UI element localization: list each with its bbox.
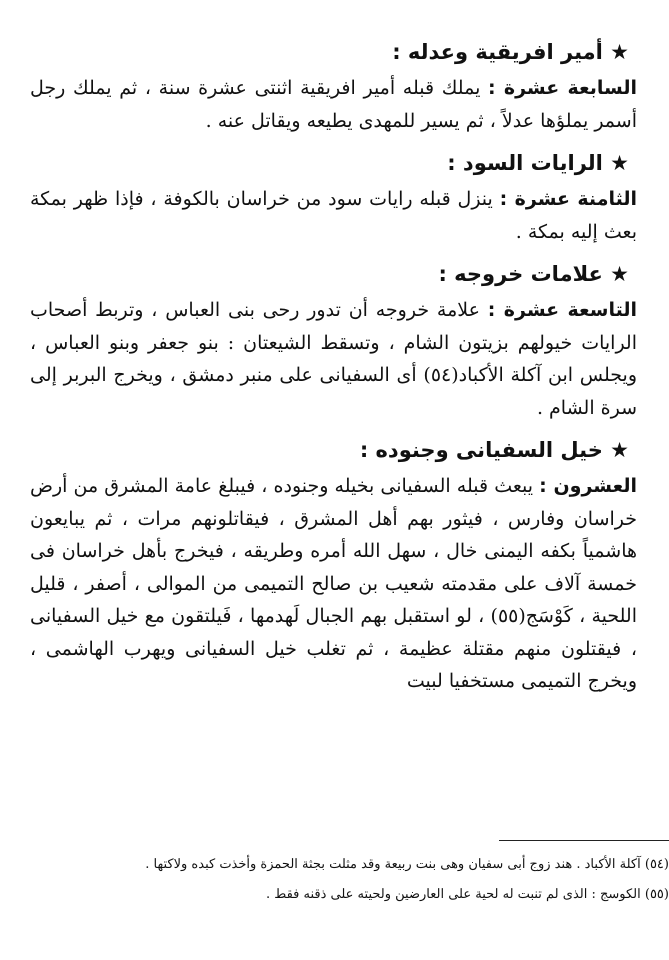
paragraph-text: يبعث قبله السفيانى بخيله وجنوده ، فيبلغ عامة المشرق من أرض خراسان وفارس ، فيثور بهم أهل المشرق ، فيقاتلونهم مرات ، ثم يبايعون هاشمياً بكفه اليمنى خال ، سهل الله أمره وطريقه ، فيخرج بأهل خراسان فى خمسة آلاف على مقدمته شعيب بن صالح التميمى من الموالى ، أصفر ، قليل اللحية ، كَوْسَج(٥٥) ، لو استقبل بهم الجبال لَهدمها ، فَيلتقون مع خيل السفيانى ، فيقتلون منهم مقتلة عظيمة ، ثم تغلب خيل السفيانى ويهرب الهاشمى ، ويخرج التميمى مستخفيا لبيت xyxy=(30,475,637,692)
footnotes xyxy=(0,850,669,910)
section-heading: ★ خيل السفيانى وجنوده : xyxy=(359,438,629,462)
paragraph-text: ينزل قبله رايات سود من خراسان بالكوفة ، فإذا ظهر بمكة بعث إليه بمكة . xyxy=(30,188,637,243)
book-page xyxy=(30,32,637,960)
section-amir-africa xyxy=(30,32,637,137)
section-black-banners xyxy=(30,143,637,248)
footnote-54: (٥٤) آكلة الأكباد . هند زوج أبى سفيان وهى بنت ربيعة وقد مثلت بجثة الحمزة وأخذت كبده ولاكتها . xyxy=(145,857,669,872)
section-sufyani-army xyxy=(30,430,637,698)
section-paragraph xyxy=(30,470,637,698)
section-heading: ★ علامات خروجه : xyxy=(438,262,629,286)
paragraph-label: السابعة عشرة : xyxy=(488,77,637,99)
paragraph-text: علامة خروجه أن تدور رحى بنى العباس ، وتربط أصحاب الرايات خيولهم بزيتون الشام ، وتسقط الشيعتان : بنو جعفر وبنو العباس ، ويجلس ابن آكلة الأكباد(٥٤) أى السفيانى على منبر دمشق ، ويخرج البربر إلى سرة الشام . xyxy=(30,299,637,419)
section-heading: ★ الرايات السود : xyxy=(447,151,629,175)
section-paragraph xyxy=(30,72,637,137)
section-heading: ★ أمير افريقية وعدله : xyxy=(392,40,629,64)
paragraph-label: العشرون : xyxy=(539,475,637,497)
section-signs-of-emergence xyxy=(30,254,637,424)
footnote-55: (٥٥) الكوسج : الذى لم تنبت له لحية على العارضين ولحيته على ذقنه فقط . xyxy=(265,887,669,902)
paragraph-text: يملك قبله أمير افريقية اثنتى عشرة سنة ، ثم يملك رجل أسمر يملؤها عدلاً ، ثم يسير للمهدى يطيعه ويقاتل عنه . xyxy=(30,77,637,132)
paragraph-label: الثامنة عشرة : xyxy=(499,188,637,210)
section-paragraph xyxy=(30,294,637,424)
footnote-divider xyxy=(499,840,669,841)
paragraph-label: التاسعة عشرة : xyxy=(487,299,637,321)
section-paragraph xyxy=(30,183,637,248)
